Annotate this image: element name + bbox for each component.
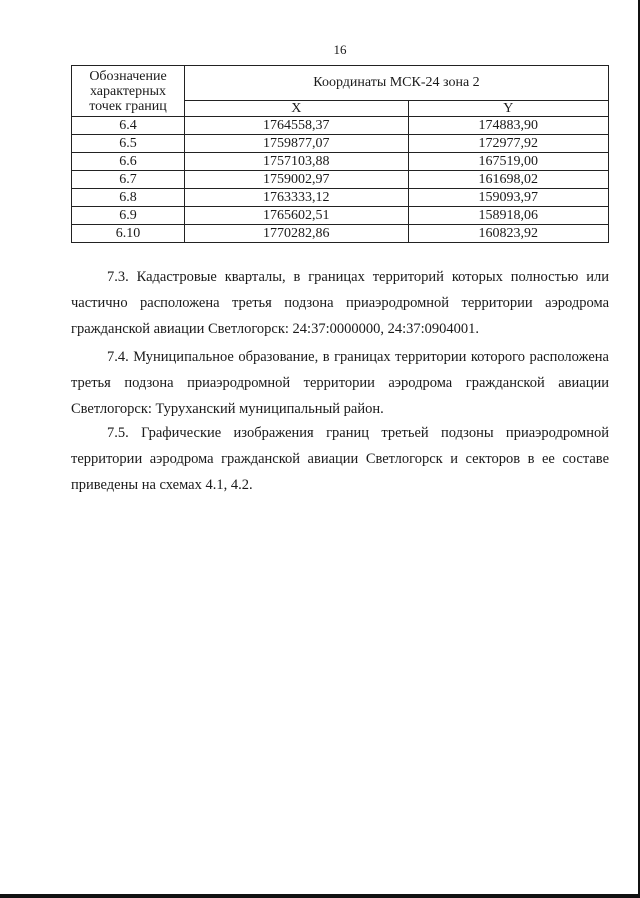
- y-cell: 174883,90: [408, 117, 608, 135]
- paragraph-7-5: 7.5. Графические изображения границ третьей подзоны приаэродромной территории аэродрома гражданской авиации Светлогорск и секторов в ее составе приведены на схемах 4.1, 4.2.: [71, 425, 609, 493]
- header-x: X: [185, 100, 409, 116]
- header-point-designation: Обозначение характерных точек границ: [72, 66, 185, 117]
- point-cell: 6.4: [72, 117, 185, 135]
- scan-edge-bottom: [0, 894, 640, 898]
- x-cell: 1765602,51: [185, 207, 409, 225]
- x-cell: 1770282,86: [185, 225, 409, 243]
- y-cell: 158918,06: [408, 207, 608, 225]
- coordinates-table: [71, 65, 609, 243]
- table-row: [72, 171, 609, 189]
- x-cell: 1763333,12: [185, 189, 409, 207]
- y-cell: 159093,97: [408, 189, 608, 207]
- table-row: [72, 189, 609, 207]
- y-cell: 161698,02: [408, 171, 608, 189]
- table-header-row: [72, 66, 609, 101]
- header-y: Y: [408, 100, 608, 116]
- x-cell: 1759877,07: [185, 135, 409, 153]
- page-number: 16: [333, 42, 347, 57]
- table-row: [72, 207, 609, 225]
- table-row: [72, 135, 609, 153]
- point-cell: 6.8: [72, 189, 185, 207]
- point-cell: 6.7: [72, 171, 185, 189]
- table-row: [72, 117, 609, 135]
- point-cell: 6.9: [72, 207, 185, 225]
- x-cell: 1759002,97: [185, 171, 409, 189]
- y-cell: 160823,92: [408, 225, 608, 243]
- x-cell: 1757103,88: [185, 153, 409, 171]
- header-coordinates: Координаты МСК-24 зона 2: [185, 66, 609, 101]
- table-row: [72, 225, 609, 243]
- table-row: [72, 153, 609, 171]
- paragraph-7-3: 7.3. Кадастровые кварталы, в границах территорий которых полностью или частично расположена третья подзона приаэродромной территории аэродрома гражданской авиации Светлогорск: 24:37:0000000, 24:37:0904001.: [71, 269, 609, 337]
- paragraph-7-4: 7.4. Муниципальное образование, в границах территории которого расположена третья подзона приаэродромной территории аэродрома гражданской авиации Светлогорск: Туруханский муниципальный район.: [71, 349, 609, 417]
- point-cell: 6.10: [72, 225, 185, 243]
- y-cell: 167519,00: [408, 153, 608, 171]
- x-cell: 1764558,37: [185, 117, 409, 135]
- y-cell: 172977,92: [408, 135, 608, 153]
- point-cell: 6.5: [72, 135, 185, 153]
- point-cell: 6.6: [72, 153, 185, 171]
